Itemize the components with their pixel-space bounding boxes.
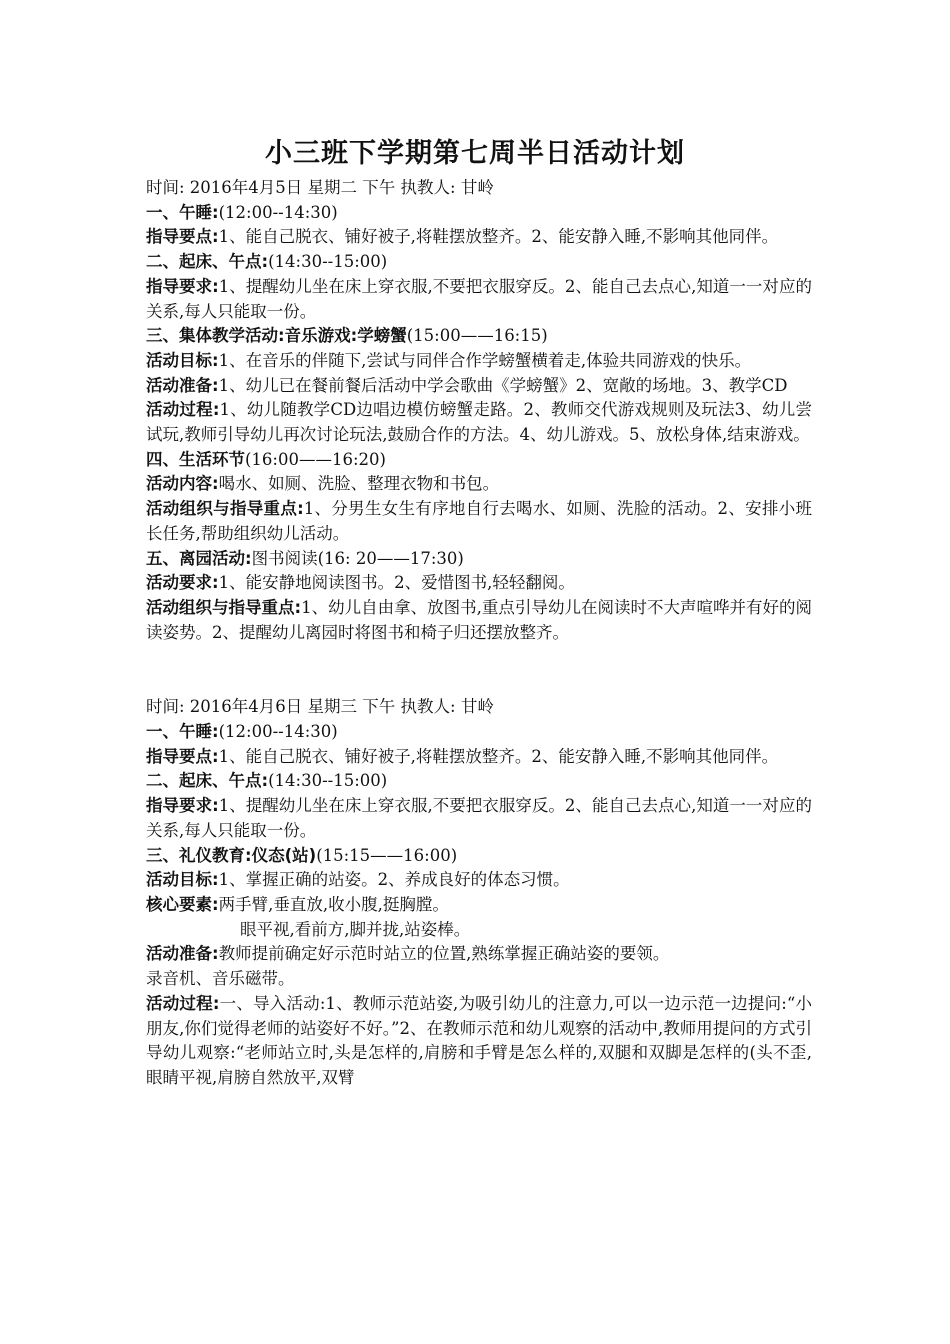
day1-leave-text: 图书阅读(16: 20——17:30)	[251, 548, 464, 568]
day2-process-heading: 活动过程:	[146, 993, 220, 1013]
day1-nap-heading: 一、午睡:	[146, 202, 219, 222]
day1-content-heading: 活动内容:	[146, 474, 219, 494]
day1-life-time: (16:00——16:20)	[245, 449, 386, 469]
section-spacer	[146, 645, 812, 695]
day1-content	[146, 472, 812, 497]
day1-org-text: 1、分男生女生有序地自行去喝水、如厕、洗脸的活动。2、安排小班长任务,帮助组织幼儿活动。	[146, 499, 812, 543]
day2-process-text: 一、导入活动:1、教师示范站姿,为吸引幼儿的注意力,可以一边示范一边提问:“小朋友,你们觉得老师的站姿好不好。”2、在教师示范和幼儿观察的活动中,教师用提问的方式引导幼儿观察:“老师站立时,头是怎样的,肩膀和手臂是怎么样的,双腿和双脚是怎样的(头不歪,眼睛平视,肩膀自然放平,双臂	[146, 993, 812, 1087]
day2-nap-section	[146, 720, 812, 745]
day1-wake-section	[146, 250, 812, 275]
day1-goal	[146, 349, 812, 374]
day2-wake-guide-text: 1、提醒幼儿坐在床上穿衣服,不要把衣服穿反。2、能自己去点心,知道一一对应的关系,每人只能取一份。	[146, 796, 812, 840]
day1-wake-heading: 二、起床、午点:	[146, 252, 269, 272]
day1-nap-guide	[146, 225, 812, 250]
day2-nap-guide-heading: 指导要点:	[146, 746, 219, 766]
day2-wake-guide	[146, 794, 812, 843]
day2-prep-heading: 活动准备:	[146, 944, 219, 964]
day1-req	[146, 571, 812, 596]
day2-nap-time: (12:00--14:30)	[218, 722, 338, 742]
day1-life-heading: 四、生活环节	[146, 449, 245, 469]
day2-prep	[146, 942, 812, 967]
day2-nap-guide	[146, 745, 812, 770]
day2-goal	[146, 868, 812, 893]
day1-leave-section	[146, 547, 812, 572]
day1-leave-heading: 五、离园活动:	[146, 548, 252, 568]
day2-goal-text: 1、掌握正确的站姿。2、养成良好的体态习惯。	[218, 870, 570, 890]
day1-goal-text: 1、在音乐的伴随下,尝试与同伴合作学螃蟹横着走,体验共同游戏的快乐。	[218, 350, 752, 370]
day1-goal-heading: 活动目标:	[146, 350, 219, 370]
day1-prep	[146, 374, 812, 399]
day1-org2-text: 1、幼儿自由拿、放图书,重点引导幼儿在阅读时不大声喧哗并有好的阅读姿势。2、提醒幼儿离园时将图书和椅子归还摆放整齐。	[146, 597, 812, 642]
day1-org2	[146, 596, 812, 645]
day2-prep-materials: 录音机、音乐磁带。	[146, 969, 295, 989]
day1-prep-heading: 活动准备:	[146, 375, 219, 395]
page-title: 小三班下学期第七周半日活动计划	[265, 138, 685, 169]
day2-core	[146, 893, 812, 918]
day2-nap-guide-text: 1、能自己脱衣、铺好被子,将鞋摆放整齐。2、能安静入睡,不影响其他同伴。	[218, 746, 779, 766]
day2-core-line2: 眼平视,看前方,脚并拢,站姿棒。	[240, 919, 471, 939]
day1-nap-section	[146, 201, 812, 226]
day1-content-text: 喝水、如厕、洗脸、整理衣物和书包。	[218, 474, 500, 494]
day1-group-section	[146, 324, 812, 349]
day2-prep-text: 教师提前确定好示范时站立的位置,熟练掌握正确站姿的要领。	[218, 944, 670, 964]
day1-wake-guide-heading: 指导要求:	[146, 276, 219, 296]
day1-org2-heading: 活动组织与指导重点:	[146, 597, 302, 617]
day1-nap-time: (12:00--14:30)	[218, 202, 338, 222]
day1-req-text: 1、能安静地阅读图书。2、爱惜图书,轻轻翻阅。	[218, 573, 575, 593]
day1-process-heading: 活动过程:	[146, 400, 220, 420]
day1-wake-time: (14:30--15:00)	[268, 252, 388, 272]
day1-group-time: (15:00——16:15)	[406, 326, 548, 346]
day2-goal-heading: 活动目标:	[146, 870, 219, 890]
day1-process-text: 1、幼儿随教学CD边唱边模仿螃蟹走路。2、教师交代游戏规则及玩法3、幼儿尝试玩,教师引导幼儿再次讨论玩法,鼓励合作的方法。4、幼儿游戏。5、放松身体,结束游戏。	[146, 400, 812, 445]
day2-wake-heading: 二、起床、午点:	[146, 771, 269, 791]
day1-org-heading: 活动组织与指导重点:	[146, 499, 304, 519]
day2-wake-time: (14:30--15:00)	[268, 771, 388, 791]
day1-life-section	[146, 448, 812, 473]
day2-wake-section	[146, 769, 812, 794]
day1-wake-guide	[146, 275, 812, 324]
day1-group-heading: 三、集体教学活动:音乐游戏:学螃蟹	[146, 326, 407, 346]
day1-nap-guide-heading: 指导要点:	[146, 227, 219, 247]
day2-etiquette-heading: 三、礼仪教育:仪态(站)	[146, 845, 317, 865]
day1-org	[146, 497, 812, 546]
day1-process	[146, 398, 812, 447]
day2-etiquette-time: (15:15——16:00)	[316, 845, 458, 865]
day1-header: 时间: 2016年4月5日 星期二 下午 执教人: 甘岭	[146, 178, 494, 197]
day2-process	[146, 992, 812, 1091]
day2-core-heading: 核心要素:	[146, 894, 219, 914]
day1-wake-guide-text: 1、提醒幼儿坐在床上穿衣服,不要把衣服穿反。2、能自己去点心,知道一一对应的关系,每人只能取一份。	[146, 276, 812, 321]
day2-wake-guide-heading: 指导要求:	[146, 796, 219, 816]
document-body	[146, 176, 812, 1091]
day1-prep-text: 1、幼儿已在餐前餐后活动中学会歌曲《学螃蟹》2、宽敞的场地。3、教学CD	[218, 375, 788, 395]
day2-nap-heading: 一、午睡:	[146, 722, 219, 742]
day1-req-heading: 活动要求:	[146, 573, 219, 593]
day2-etiquette-section	[146, 844, 812, 869]
day2-core-line1: 两手臂,垂直放,收小腹,挺胸膛。	[218, 894, 449, 914]
day2-header: 时间: 2016年4月6日 星期三 下午 执教人: 甘岭	[146, 697, 494, 717]
day1-nap-guide-text: 1、能自己脱衣、铺好被子,将鞋摆放整齐。2、能安静入睡,不影响其他同伴。	[218, 227, 779, 247]
